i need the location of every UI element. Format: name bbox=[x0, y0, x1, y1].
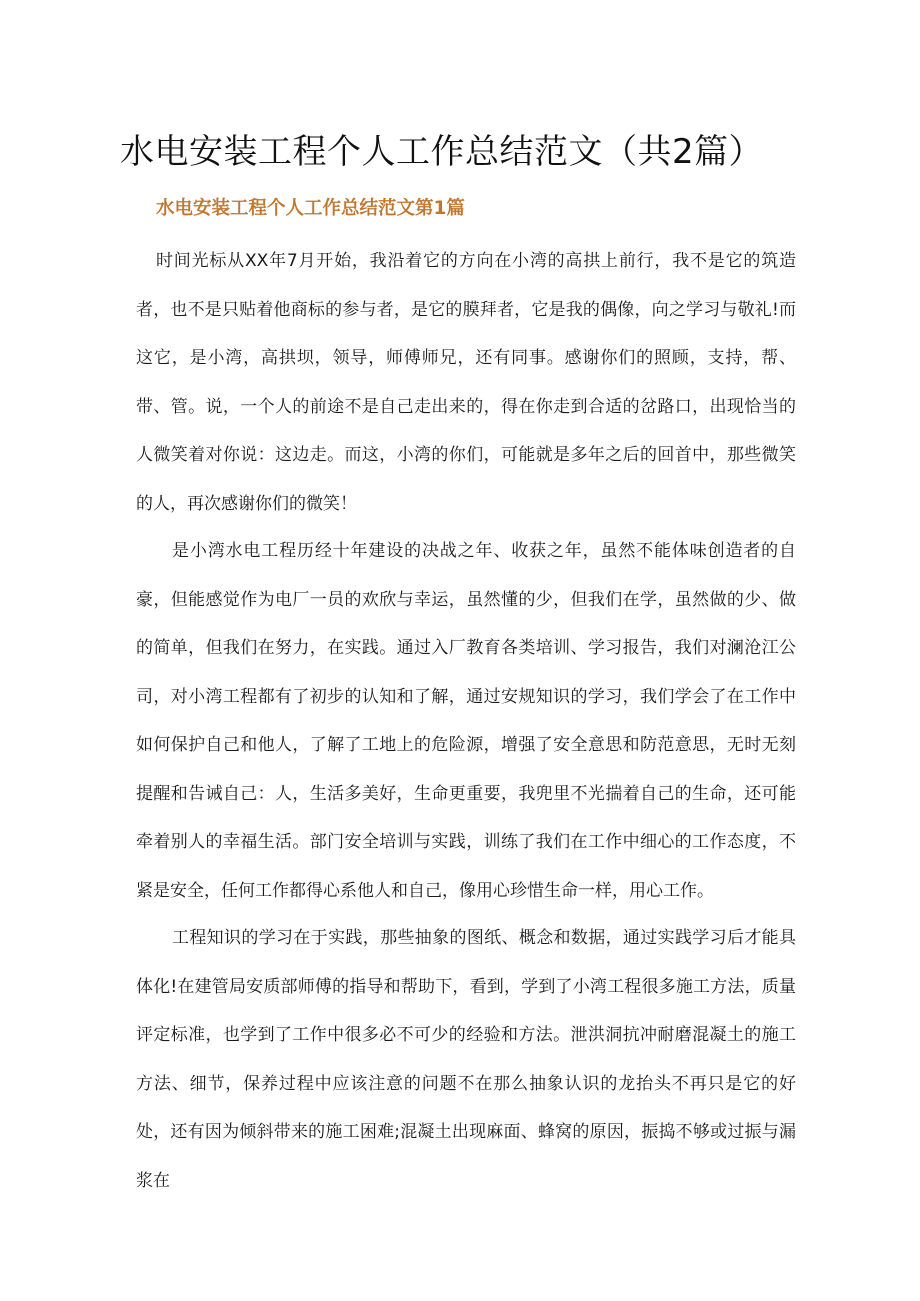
document-title: 水电安装工程个人工作总结范文（共2篇） bbox=[120, 132, 764, 172]
section-heading: 水电安装工程个人工作总结范文第1篇 bbox=[156, 198, 465, 219]
paragraph-2: 是小湾水电工程历经十年建设的决战之年、收获之年，虽然不能体味创造者的自豪，但能感觉作为电厂一员的欢欣与幸运，虽然懂的少，但我们在学，虽然做的少、做的简单，但我们在努力，在实践。通过入厂教育各类培训、学习报告，我们对澜沧江公司，对小湾工程都有了初步的认知和了解，通过安规知识的学习，我们学会了在工作中如何保护自己和他人，了解了工地上的危险源，增强了安全意思和防范意思，无时无刻提醒和告诫自己：人，生活多美好，生命更重要，我兜里不光揣着自己的生命，还可能牵着别人的幸福生活。部门安全培训与实践，训练了我们在工作中细心的工作态度，不紧是安全，任何工作都得心系他人和自己，像用心珍惜生命一样，用心工作。 bbox=[136, 541, 796, 901]
paragraph-3: 工程知识的学习在于实践，那些抽象的图纸、概念和数据，通过实践学习后才能具体化!在建管局安质部师傅的指导和帮助下，看到，学到了小湾工程很多施工方法，质量评定标准，也学到了工作中很多必不可少的经验和方法。泄洪洞抗冲耐磨混凝土的施工方法、细节，保养过程中应该注意的问题不在那么抽象认识的龙抬头不再只是它的好处，还有因为倾斜带来的施工困难;混凝土出现麻面、蜂窝的原因，振捣不够或过振与漏浆在 bbox=[136, 928, 796, 1191]
paragraph-1: 时间光标从XX年7月开始，我沿着它的方向在小湾的高拱上前行，我不是它的筑造者，也不是只贴着他商标的参与者，是它的膜拜者，它是我的偶像，向之学习与敬礼!而这它，是小湾，高拱坝，领导，师傅师兄，还有同事。感谢你们的照顾，支持，帮、带、管。说，一个人的前途不是自己走出来的，得在你走到合适的岔路口，出现恰当的人微笑着对你说：这边走。而这，小湾的你们，可能就是多年之后的回首中，那些微笑的人，再次感谢你们的微笑！ bbox=[136, 251, 796, 514]
